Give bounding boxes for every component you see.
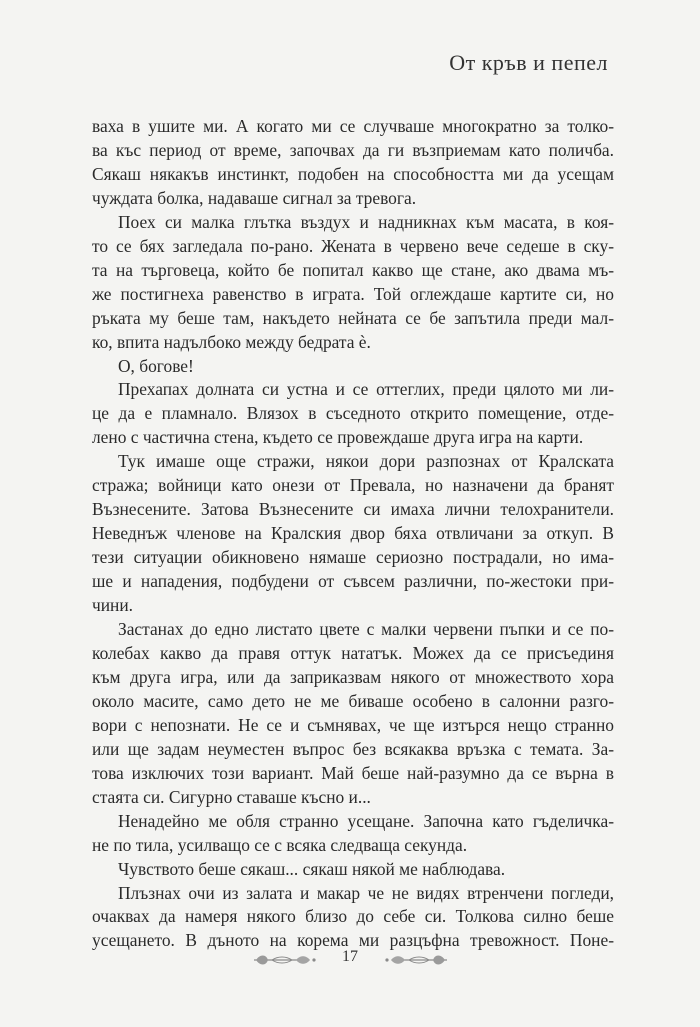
text-line: же постигнеха равенство в играта. Той оглеждаше картите си, но [92,283,614,304]
text-line: лено с частична стена, където се провеждаше друга игра на карти. [92,427,584,448]
page-footer [0,948,700,974]
text-line: О, богове! [118,355,194,376]
text-line: ваха в ушите ми. А когато ми се случваше многократно за толко- [92,116,614,136]
text-line: Тук имаше още стражи, някои дори разпознах от Кралската [118,451,614,472]
text-line: усещането. В дъното на корема ми разцъфна тревожност. Поне- [92,930,614,951]
text-line: Ненадейно ме обля странно усещане. Започна като гъделичка- [118,810,614,831]
text-line: около масите, само дето не ме биваше особено в салонни разго- [92,690,614,711]
text-line: та на търговеца, който бе попитал какво ще стане, ако двама мъ- [92,259,614,280]
text-line: тези ситуации обикновено нямаше сериозно пострадали, но има- [92,547,614,568]
text-line: или ще задам неуместен въпрос без всякаква връзка с темата. За- [92,738,614,759]
text-line: це да е пламнало. Влязох в съседното открито помещение, отде- [92,403,614,424]
text-line: Сякаш някакъв инстинкт, подобен на способността ми да усещам [92,163,614,184]
text-line: не по тила, усилващо се с всяка следваща секунда. [92,834,468,855]
text-line: то се бях загледала по-рано. Жената в червено вече седеше в ску- [92,235,614,256]
text-line: Застанах до едно листато цвете с малки червени пъпки и се по- [118,619,614,640]
text-line: вори с непознати. Не се и съмнявах, че ще изтърся нещо странно [92,714,614,735]
text-line: стража; войници като онези от Превала, но назначени да бранят [92,475,614,496]
text-line: Чувството беше сякаш... сякаш някой ме наблюдава. [118,858,506,879]
text-line: колебах какво да правя оттук нататък. Можех да се присъединя [92,642,614,663]
text-line: ва къс период от време, започвах да ги възприемам като поличба. [92,139,614,160]
text-line: ръката му беше там, накъдето нейната се бе запътила преди мал- [92,307,614,328]
text-line: Поех си малка глътка въздух и надникнах към масата, в коя- [118,211,614,232]
running-head-title: От кръв и пепел [449,50,608,75]
page-number: 17 [342,948,358,965]
ornament-right-icon [385,951,449,969]
text-line: очаквах да намеря някого близо до себе си. Толкова силно беше [92,906,614,927]
text-line: чуждата болка, надаваше сигнал за тревога. [92,187,417,208]
text-line: Плъзнах очи из залата и макар че не видях втренчени погледи, [118,882,614,903]
text-line: Възнесените. Затова Възнесените си имаха лични телохранители. [92,499,614,520]
text-line: ко, впита надълбоко между бедрата ѐ. [92,331,371,352]
text-line: ше и нападения, подбудени от съвсем различни, по-жестоки при- [92,571,614,592]
text-line: Неведнъж членове на Кралския двор бяха отвличани за откуп. В [92,523,614,544]
body-text [92,115,614,953]
text-line: това изключих този вариант. Май беше най-разумно да се върна в [92,762,614,783]
text-line: стаята си. Сигурно ставаше късно и... [92,786,371,807]
text-line: чини. [92,595,134,616]
text-line: Прехапах долната си устна и се оттеглих, преди цялото ми ли- [118,379,614,400]
text-line: към друга игра, или да заприказвам някого от множеството хора [92,666,614,687]
